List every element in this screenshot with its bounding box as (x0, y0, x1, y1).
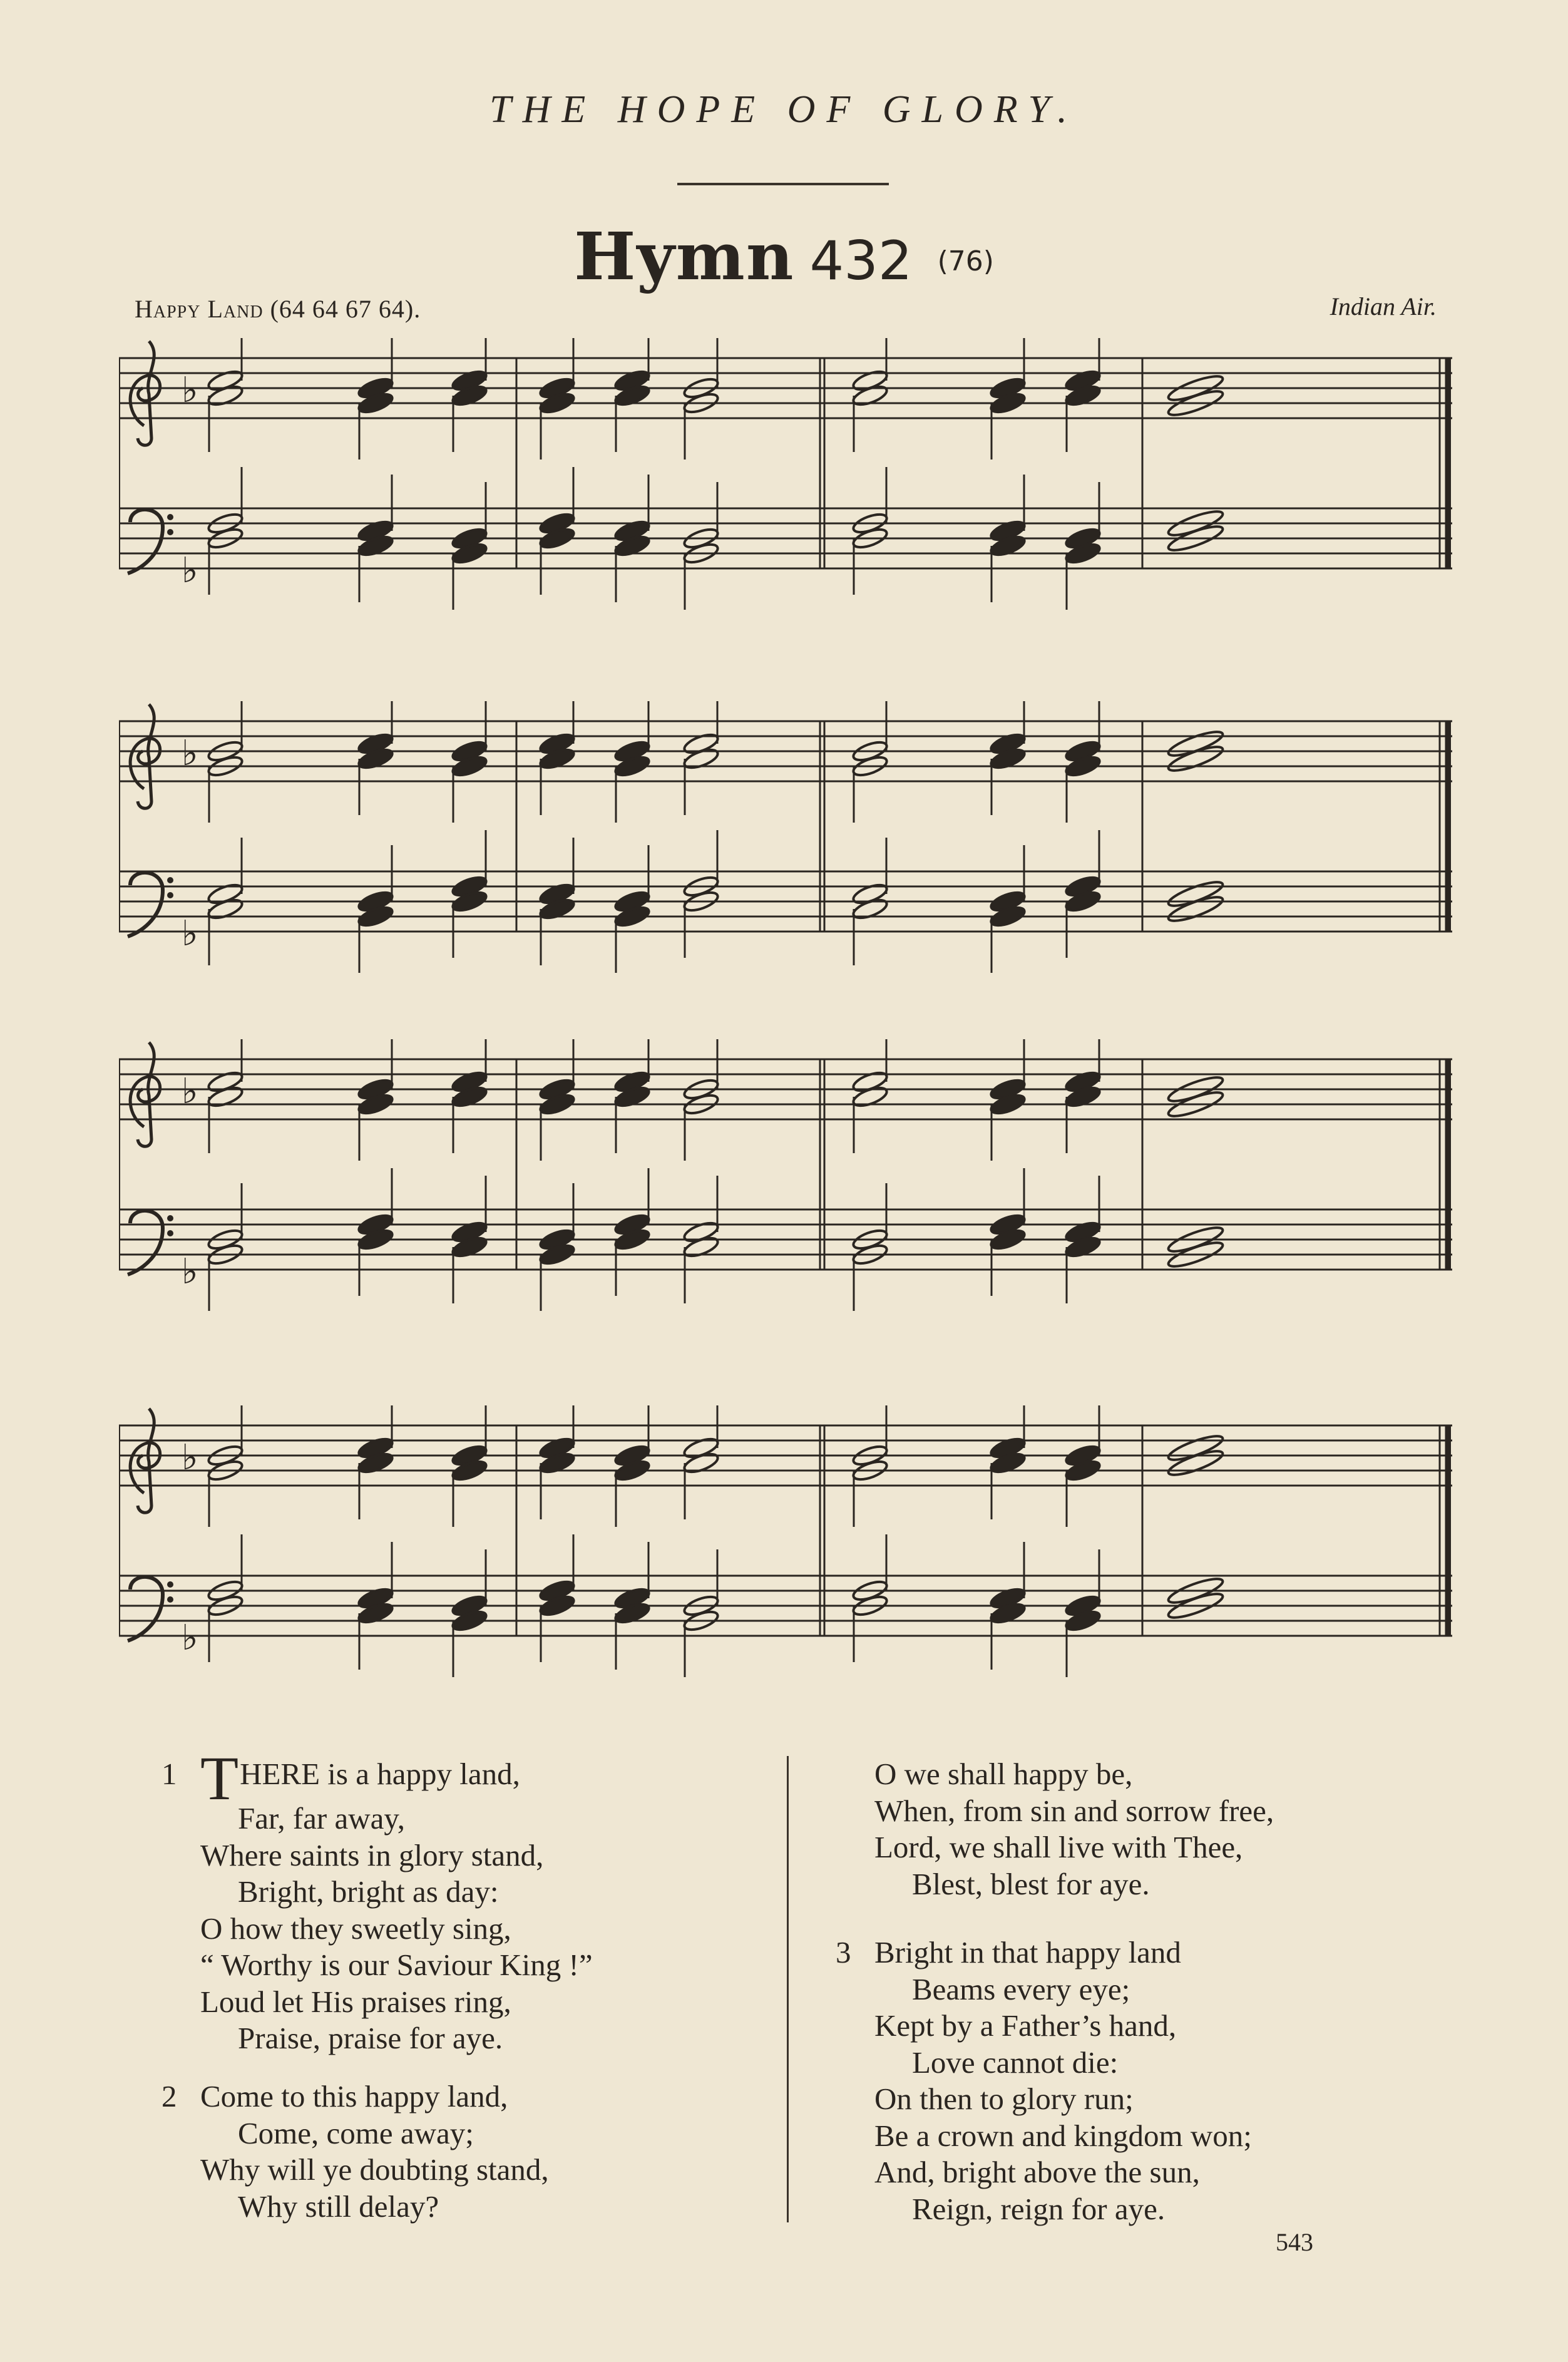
bass-clef-icon (128, 510, 163, 573)
bass-clef-dot (167, 1215, 173, 1221)
verse-line: Where saints in glory stand, (200, 1837, 544, 1872)
verse-line: Come, come away; (238, 2115, 474, 2150)
bass-clef-dot (167, 892, 173, 898)
bass-clef-dot (167, 877, 173, 883)
treble-clef-icon (130, 1042, 160, 1146)
bass-clef-dot (167, 1581, 173, 1588)
flat-sign-icon: ♭ (182, 913, 198, 954)
hymn-number: 432 (809, 230, 913, 292)
flat-sign-icon: ♭ (182, 1251, 198, 1292)
music-system-1 (119, 338, 1452, 632)
verse-line: Love cannot die: (912, 2045, 1119, 2080)
verse-line: Be a crown and kingdom won; (874, 2118, 1252, 2153)
bass-clef-dot (167, 529, 173, 535)
music-staff-system (119, 1405, 1452, 1700)
verse-line: Lord, we shall live with Thee, (874, 1830, 1243, 1864)
bass-clef-dot (167, 1596, 173, 1603)
verse-line: When, from sin and sorrow free, (874, 1793, 1274, 1828)
treble-clef-icon (130, 341, 160, 445)
verse-line: And, bright above the sun, (874, 2155, 1200, 2189)
hymn-title-word: Hymn (574, 218, 795, 295)
bass-clef-dot (167, 514, 173, 520)
bass-clef-dot (167, 1230, 173, 1236)
treble-clef-icon (130, 704, 160, 808)
verse-line: Bright in that happy land (874, 1935, 1181, 1969)
bass-clef-icon (128, 873, 163, 937)
music-system-4 (119, 1405, 1452, 1700)
hymn-alt-number: (76) (937, 245, 994, 277)
flat-sign-icon: ♭ (182, 370, 198, 411)
verse-line: O how they sweetly sing, (200, 1911, 511, 1946)
treble-clef-icon (130, 1409, 160, 1512)
page-number: 543 (1276, 2228, 1313, 2256)
tune-source: Indian Air. (1330, 292, 1437, 321)
verse-line-text: HERE is a happy land, (240, 1757, 520, 1791)
music-staff-system (119, 1039, 1452, 1333)
music-staff-system (119, 338, 1452, 632)
hymn-title (0, 218, 1568, 295)
verse-line: Why will ye doubting stand, (200, 2152, 549, 2187)
verse-line: Reign, reign for aye. (912, 2191, 1166, 2226)
tune-name: Happy Land (64 64 67 64). (135, 295, 421, 323)
verse-line: Come to this happy land, (200, 2079, 508, 2113)
column-rule (787, 1756, 789, 2222)
music-system-2 (119, 701, 1452, 995)
flat-sign-icon: ♭ (182, 1071, 198, 1112)
verse-3 (836, 1934, 1252, 2227)
drop-cap: T (200, 1743, 239, 1813)
verse-line: “ Worthy is our Saviour King !” (200, 1948, 593, 1982)
bass-clef-icon (128, 1211, 163, 1275)
flat-sign-icon: ♭ (182, 733, 198, 774)
music-system-3 (119, 1039, 1452, 1333)
verse-line: Far, far away, (238, 1801, 405, 1836)
verse-line: On then to glory run; (874, 2082, 1134, 2116)
verse-line: Beams every eye; (912, 1971, 1130, 2006)
verse-1 (161, 1743, 593, 2057)
verse-line (200, 1743, 593, 1813)
flat-sign-icon: ♭ (182, 1437, 198, 1478)
verse-line: Loud let His praises ring, (200, 1984, 511, 2019)
verse-line: Why still delay? (238, 2189, 439, 2224)
verse-line: Kept by a Father’s hand, (874, 2008, 1177, 2043)
verse-2-continued (874, 1756, 1274, 1902)
verse-number: 2 (161, 2079, 177, 2113)
music-staff-system (119, 701, 1452, 995)
verse-line: Praise, praise for aye. (238, 2021, 503, 2055)
flat-sign-icon: ♭ (182, 550, 198, 591)
verse-2 (161, 2078, 549, 2225)
verse-number: 3 (836, 1935, 851, 1969)
running-head: THE HOPE OF GLORY. (489, 88, 1079, 131)
bass-clef-icon (128, 1577, 163, 1641)
verse-line: O we shall happy be, (874, 1757, 1133, 1791)
head-rule (677, 183, 889, 185)
verse-number: 1 (161, 1757, 177, 1791)
flat-sign-icon: ♭ (182, 1618, 198, 1658)
verse-line: Bright, bright as day: (238, 1874, 499, 1909)
verse-line: Blest, blest for aye. (912, 1866, 1150, 1901)
